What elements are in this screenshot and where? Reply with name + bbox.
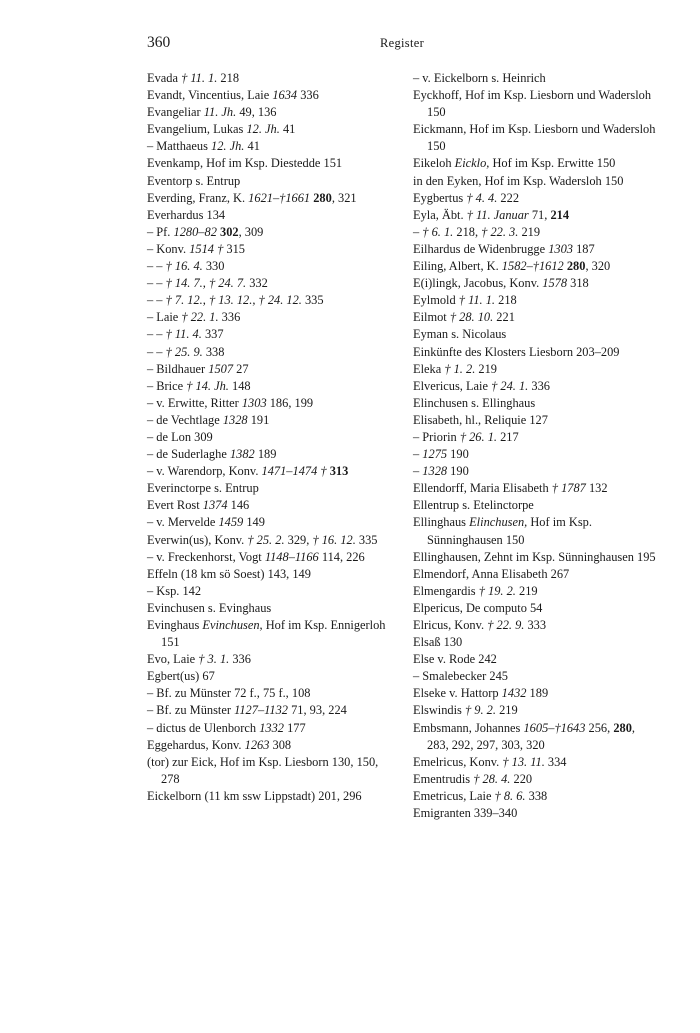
index-entry: Einkünfte des Klosters Liesborn 203–209 [413, 344, 620, 359]
index-entry: Eyla, Äbt. † 11. Januar 71, 214 [413, 207, 570, 222]
index-entry: Eggehardus, Konv. 1263 308 [147, 737, 292, 752]
page-number: 360 [147, 34, 171, 51]
index-entry: Elricus, Konv. † 22. 9. 333 [413, 618, 547, 632]
index-entry: Embsmann, Johannes 1605–†1643 256, 280, 283, 292, 297, 303, 320 [413, 720, 636, 752]
index-entry: Eygbertus † 4. 4. 222 [413, 190, 520, 205]
index-entry: Everwin(us), Konv. † 25. 2. 329, † 16. 12. 335 [147, 532, 378, 547]
index-entry: – 1328 190 [413, 464, 469, 479]
index-entry: Eventorp s. Entrup [147, 173, 241, 188]
index-entry: – Matthaeus 12. Jh. 41 [147, 139, 260, 154]
index-entry: Elvericus, Laie † 24. 1. 336 [413, 378, 550, 393]
index-entry: – v. Eickelborn s. Heinrich [413, 71, 546, 85]
index-entry: Elpericus, De computo 54 [413, 600, 543, 615]
index-entry: – † 6. 1. 218, † 22. 3. 219 [413, 224, 541, 239]
index-entry: – Pf. 1280–82 302, 309 [147, 224, 264, 239]
index-entry: – Laie † 22. 1. 336 [147, 310, 241, 325]
index-entry: Eickmann, Hof im Ksp. Liesborn und Wadersloh 150 [413, 122, 656, 154]
index-entry: Evangelium, Lukas 12. Jh. 41 [147, 122, 296, 137]
index-entry: – v. Freckenhorst, Vogt 1148–1166 114, 226 [147, 549, 365, 564]
index-entry: Eilmot † 28. 10. 221 [413, 310, 515, 325]
index-entry: Egbert(us) 67 [147, 669, 215, 684]
index-entry: Everinctorpe s. Entrup [147, 481, 259, 496]
index-entry: Eilhardus de Widenbrugge 1303 187 [413, 241, 595, 256]
index-entry: (tor) zur Eick, Hof im Ksp. Liesborn 130, 150, 278 [147, 754, 379, 786]
index-entry: Evangeliar 11. Jh. 49, 136 [147, 105, 277, 120]
index-entry: Elsaß 130 [413, 635, 463, 650]
index-entry: Elmendorf, Anna Elisabeth 267 [413, 566, 570, 581]
index-entry: – Bildhauer 1507 27 [147, 361, 249, 376]
index-entry: – – † 7. 12., † 13. 12., † 24. 12. 335 [147, 293, 324, 308]
index-column-left [147, 70, 399, 805]
index-entry: – 1275 190 [413, 447, 469, 462]
index-entry: Eyckhoff, Hof im Ksp. Liesborn und Wadersloh 150 [413, 88, 652, 120]
index-entry: – Bf. zu Münster 72 f., 75 f., 108 [147, 686, 311, 701]
index-entry: E(i)lingk, Jacobus, Konv. 1578 318 [413, 276, 589, 291]
index-entry: Emelricus, Konv. † 13. 11. 334 [413, 754, 567, 769]
index-entry: – de Vechtlage 1328 191 [147, 412, 270, 427]
index-entry: Ellendorff, Maria Elisabeth † 1787 132 [413, 481, 608, 496]
index-entry: Ellinghaus Elinchusen, Hof im Ksp. Sünninghausen 150 [413, 515, 592, 547]
index-entry: Elseke v. Hattorp 1432 189 [413, 686, 549, 701]
index-entry: Eikeloh Eicklo, Hof im Ksp. Erwitte 150 [413, 156, 616, 171]
index-entry: – v. Erwitte, Ritter 1303 186, 199 [147, 395, 314, 410]
index-entry: Effeln (18 km sö Soest) 143, 149 [147, 566, 311, 581]
index-entry: – Brice † 14. Jh. 148 [147, 378, 251, 393]
index-entry: – Smalebecker 245 [413, 669, 508, 684]
index-entry: Ementrudis † 28. 4. 220 [413, 771, 533, 786]
index-entry: Emigranten 339–340 [413, 806, 518, 821]
index-entry: – dictus de Ulenborch 1332 177 [147, 720, 306, 735]
index-entry: Evo, Laie † 3. 1. 336 [147, 652, 251, 667]
index-entry: Everhardus 134 [147, 207, 226, 222]
index-entry: – – † 25. 9. 338 [147, 344, 225, 359]
index-entry: Everding, Franz, K. 1621–†1661 280, 321 [147, 190, 357, 205]
index-entry: – v. Mervelde 1459 149 [147, 515, 265, 530]
index-entry: Evenkamp, Hof im Ksp. Diestedde 151 [147, 156, 343, 171]
index-entry: – Bf. zu Münster 1127–1132 71, 93, 224 [147, 703, 347, 718]
index-entry: Eickelborn (11 km ssw Lippstadt) 201, 296 [147, 788, 362, 803]
index-entry: – de Suderlaghe 1382 189 [147, 447, 277, 462]
index-entry: Eyman s. Nicolaus [413, 327, 507, 342]
index-entry: Elswindis † 9. 2. 219 [413, 703, 518, 718]
index-entry: Eleka † 1. 2. 219 [413, 361, 497, 376]
index-entry: – – † 16. 4. 330 [147, 259, 225, 274]
index-entry: Else v. Rode 242 [413, 652, 497, 667]
index-entry: Elisabeth, hl., Reliquie 127 [413, 412, 548, 427]
index-entry: – Konv. 1514 † 315 [147, 241, 245, 256]
index-entry: – – † 14. 7., † 24. 7. 332 [147, 276, 268, 291]
index-entry: Evinchusen s. Evinghaus [147, 600, 272, 615]
index-entry: in den Eyken, Hof im Ksp. Wadersloh 150 [413, 173, 624, 188]
index-entry: Elmengardis † 19. 2. 219 [413, 583, 538, 598]
index-entry: – Ksp. 142 [147, 583, 202, 598]
index-entry: Eylmold † 11. 1. 218 [413, 293, 517, 308]
index-entry: – – † 11. 4. 337 [147, 327, 224, 342]
index-entry: Emetricus, Laie † 8. 6. 338 [413, 788, 548, 803]
page-header [147, 34, 657, 54]
index-entry: Ellentrup s. Etelinctorpe [413, 498, 534, 513]
index-entry: Eiling, Albert, K. 1582–†1612 280, 320 [413, 259, 611, 274]
index-entry: – v. Warendorp, Konv. 1471–1474 † 313 [147, 464, 349, 479]
running-head: Register [379, 36, 425, 50]
index-entry: Evinghaus Evinchusen, Hof im Ksp. Ennigerloh 151 [147, 618, 386, 650]
index-entry: Elinchusen s. Ellinghaus [413, 395, 536, 410]
index-entry: – Priorin † 26. 1. 217 [413, 429, 519, 444]
index-entry: – de Lon 309 [147, 429, 213, 444]
index-entry: Evandt, Vincentius, Laie 1634 336 [147, 88, 319, 103]
index-column-right [413, 70, 659, 822]
index-entry: Ellinghausen, Zehnt im Ksp. Sünninghausen 195 [413, 549, 656, 564]
index-entry: Evert Rost 1374 146 [147, 498, 250, 513]
index-entry: Evada † 11. 1. 218 [147, 71, 240, 85]
